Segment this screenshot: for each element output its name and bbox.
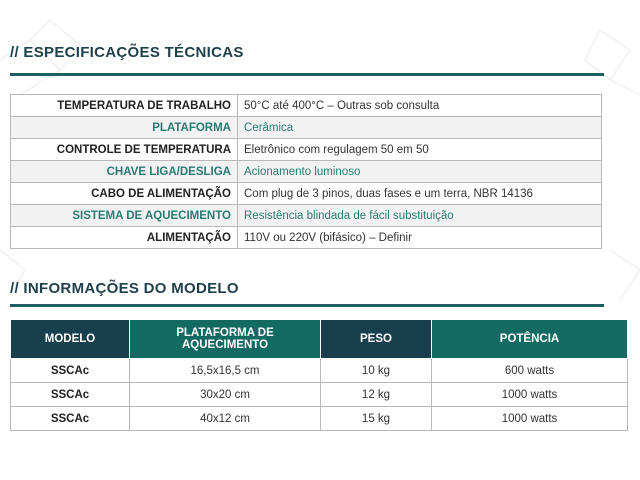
table-header-row: [11, 320, 628, 359]
spec-label: CONTROLE DE TEMPERATURA: [11, 139, 238, 161]
spec-label: CHAVE LIGA/DESLIGA: [11, 161, 238, 183]
table-row: [11, 383, 628, 407]
spec-label: PLATAFORMA: [11, 117, 238, 139]
cell-power: 600 watts: [432, 359, 628, 383]
table-row: [11, 95, 602, 117]
header-platform-line1: PLATAFORMA DE: [176, 327, 274, 339]
header-model: MODELO: [11, 320, 130, 359]
spec-value: Acionamento luminoso: [238, 161, 602, 183]
table-row: [11, 161, 602, 183]
spec-label: SISTEMA DE AQUECIMENTO: [11, 205, 238, 227]
cell-model: SSCAc: [11, 383, 130, 407]
spec-value: Resistência blindada de fácil substituição: [238, 205, 602, 227]
table-row: [11, 183, 602, 205]
cell-model: SSCAc: [11, 359, 130, 383]
cell-platform: 40x12 cm: [130, 407, 321, 431]
specs-table: [10, 94, 602, 249]
cell-platform: 30x20 cm: [130, 383, 321, 407]
table-row: [11, 139, 602, 161]
cell-power: 1000 watts: [432, 383, 628, 407]
header-power: POTÊNCIA: [432, 320, 628, 359]
cell-weight: 10 kg: [321, 359, 432, 383]
models-section-rule: [10, 304, 604, 307]
cell-weight: 15 kg: [321, 407, 432, 431]
spec-value: 110V ou 220V (bifásico) – Definir: [238, 227, 602, 249]
header-weight: PESO: [321, 320, 432, 359]
specs-section-title: // ESPECIFICAÇÕES TÉCNICAS: [10, 44, 244, 61]
spec-label: ALIMENTAÇÃO: [11, 227, 238, 249]
cell-weight: 12 kg: [321, 383, 432, 407]
specs-section-rule: [10, 73, 604, 76]
table-row: [11, 407, 628, 431]
spec-label: CABO DE ALIMENTAÇÃO: [11, 183, 238, 205]
spec-value: Cerâmica: [238, 117, 602, 139]
models-section-title: // INFORMAÇÕES DO MODELO: [10, 280, 239, 297]
table-row: [11, 117, 602, 139]
spec-label: TEMPERATURA DE TRABALHO: [11, 95, 238, 117]
spec-value: Eletrônico com regulagem 50 em 50: [238, 139, 602, 161]
cell-model: SSCAc: [11, 407, 130, 431]
header-platform-line2: AQUECIMENTO: [181, 339, 269, 351]
spec-value: 50°C até 400°C – Outras sob consulta: [238, 95, 602, 117]
table-row: [11, 359, 628, 383]
cell-power: 1000 watts: [432, 407, 628, 431]
header-platform: [130, 320, 321, 359]
table-row: [11, 227, 602, 249]
table-row: [11, 205, 602, 227]
spec-value: Com plug de 3 pinos, duas fases e um terra, NBR 14136: [238, 183, 602, 205]
models-table: [10, 319, 628, 431]
cell-platform: 16,5x16,5 cm: [130, 359, 321, 383]
